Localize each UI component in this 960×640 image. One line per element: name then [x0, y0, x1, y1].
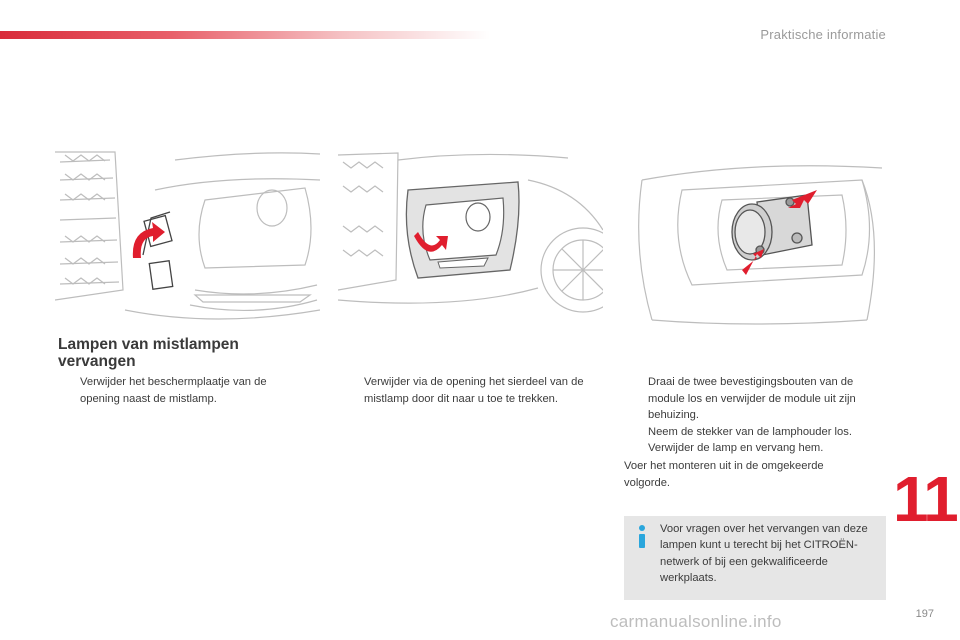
reassembly-note: Voer het monteren uit in de omgekeerde volgorde. — [624, 460, 824, 489]
figure-module-screws — [622, 150, 887, 330]
steps-column-1 — [58, 374, 303, 407]
steps-column-3 — [626, 374, 881, 457]
figure-cover-removal — [55, 150, 320, 330]
list-item — [626, 440, 881, 457]
step-text: Neem de stekker van de lamphouder los. — [648, 425, 852, 438]
section-title: Praktische informatie — [760, 27, 886, 42]
list-item — [342, 374, 597, 407]
header-accent-bar — [0, 31, 490, 39]
chapter-number: 11 — [893, 463, 957, 535]
section-heading: Lampen van mistlampen vervangen — [58, 336, 239, 370]
fog-lamp-cover-removal-illustration — [55, 150, 320, 330]
list-item — [626, 374, 881, 424]
page-number: 197 — [915, 608, 934, 620]
list-item — [58, 374, 303, 407]
figure-trim-removal — [338, 150, 603, 330]
info-text: Voor vragen over het vervangen van deze lampen kunt u terecht bij het CITROËN-netwerk of bij een gekwalificeerde werkplaats. — [660, 523, 868, 584]
list-item — [626, 424, 881, 441]
info-icon — [634, 524, 650, 550]
step-text: Verwijder de lamp en vervang hem. — [648, 442, 824, 454]
watermark: carmanualsonline.info — [610, 612, 782, 631]
step-text: Draai de twee bevestigingsbouten van de module los en verwijder de module uit zijn behuizing. — [648, 376, 856, 421]
info-box — [624, 516, 886, 600]
fog-lamp-module-screws-illustration — [622, 150, 887, 330]
step-text: Verwijder via de opening het sierdeel van de mistlamp door dit naar u toe te trekken. — [364, 376, 584, 405]
fog-lamp-trim-removal-illustration — [338, 150, 603, 330]
step-text: Verwijder het beschermplaatje van de opening naast de mistlamp. — [80, 376, 267, 405]
steps-column-2 — [342, 374, 597, 407]
